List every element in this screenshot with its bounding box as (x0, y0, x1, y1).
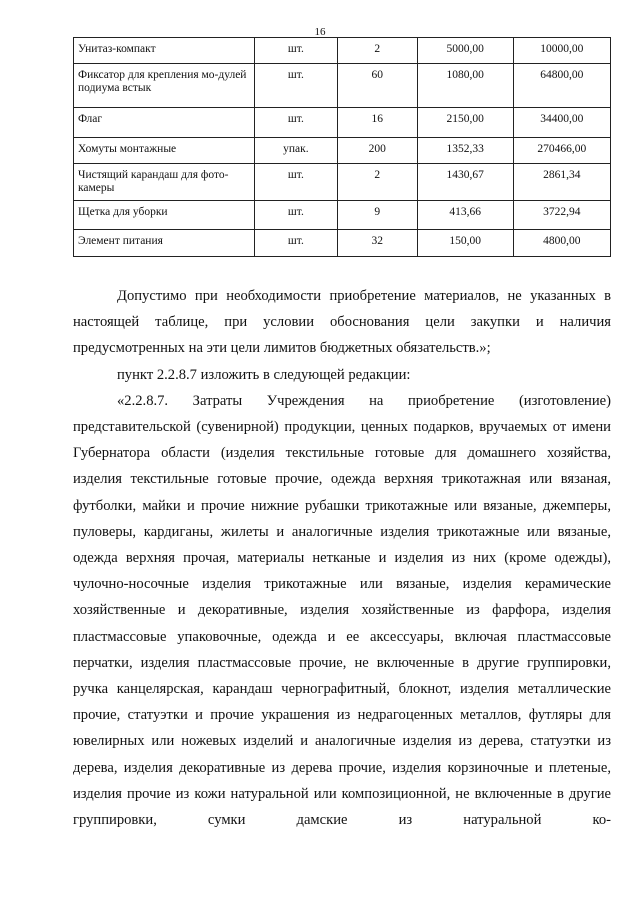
paragraph-2-2-8-7: «2.2.8.7. Затраты Учреждения на приобретение (изготовление) представительской (сувенирной) продукции, ценных подарков, вручаемых от имени Губернатора области (изделия текстильные готовые для домашнего хозяйства, изделия текстильные готовые прочие, одежда верхняя трикотажная или вязаная, футболки, майки и прочие нижние рубашки трикотажные или вязаные, джемперы, пуловеры, кардиганы, жилеты и аналогичные изделия трикотажные или вязаные, одежда верхняя прочая, материалы нетканые и изделия из них (кроме одежды), чулочно-носочные изделия трикотажные или вязаные, изделия керамические хозяйственные и декоративные, изделия хозяйственные из фарфора, изделия пластмассовые упаковочные, одежда и ее аксессуары, включая пластмассовые перчатки, изделия пластмассовые прочие, не включенные в другие группировки, ручка канцелярская, карандаш чернографитный, блокнот, изделия металлические прочие, статуэтки и прочие украшения из недрагоценных металлов, футляры для ювелирных или ножевых изделий и аналогичные изделия из дерева, статуэтки из дерева, изделия декоративные из дерева прочие, изделия корзиночные и плетеные, изделия прочие из кожи натуральной или композиционной, не включенные в другие группировки, сумки дамские из натуральной ко- (73, 392, 611, 829)
item-name-cell: Щетка для уборки (74, 201, 255, 230)
unit-cell: шт. (254, 164, 337, 201)
unit-cell: шт. (254, 38, 337, 64)
table-row (74, 138, 611, 164)
table-row (74, 164, 611, 201)
price-cell: 2150,00 (417, 108, 513, 138)
price-cell: 1080,00 (417, 64, 513, 108)
total-cell: 2861,34 (513, 164, 610, 201)
price-cell: 5000,00 (417, 38, 513, 64)
item-name-cell: Фиксатор для крепления мо-дулей подиума встык (74, 64, 255, 108)
item-name-cell: Унитаз-компакт (74, 38, 255, 64)
item-name-cell: Элемент питания (74, 230, 255, 257)
unit-cell: шт. (254, 108, 337, 138)
table-row (74, 201, 611, 230)
item-name-cell: Флаг (74, 108, 255, 138)
table-row (74, 64, 611, 108)
quantity-cell: 2 (337, 38, 417, 64)
total-cell: 3722,94 (513, 201, 610, 230)
item-name-cell: Чистящий карандаш для фото-камеры (74, 164, 255, 201)
page-number: 16 (314, 26, 326, 38)
table-row (74, 38, 611, 64)
price-cell: 1352,33 (417, 138, 513, 164)
total-cell: 270466,00 (513, 138, 610, 164)
total-cell: 10000,00 (513, 38, 610, 64)
paragraph-amendment-intro: пункт 2.2.8.7 изложить в следующей редакции: (117, 366, 411, 383)
items-table (73, 37, 611, 257)
quantity-cell: 9 (337, 201, 417, 230)
quantity-cell: 200 (337, 138, 417, 164)
price-cell: 1430,67 (417, 164, 513, 201)
unit-cell: шт. (254, 201, 337, 230)
total-cell: 4800,00 (513, 230, 610, 257)
table-row (74, 230, 611, 257)
quantity-cell: 60 (337, 64, 417, 108)
price-cell: 413,66 (417, 201, 513, 230)
unit-cell: шт. (254, 230, 337, 257)
quantity-cell: 16 (337, 108, 417, 138)
table-row (74, 108, 611, 138)
paragraph-materials-note: Допустимо при необходимости приобретение материалов, не указанных в настоящей таблице, при условии обоснования цели закупки и наличия предусмотренных на эти цели лимитов бюджетных обязательств.»; (73, 288, 611, 357)
unit-cell: упак. (254, 138, 337, 164)
quantity-cell: 32 (337, 230, 417, 257)
total-cell: 64800,00 (513, 64, 610, 108)
quantity-cell: 2 (337, 164, 417, 201)
total-cell: 34400,00 (513, 108, 610, 138)
item-name-cell: Хомуты монтажные (74, 138, 255, 164)
body-text (73, 283, 611, 833)
unit-cell: шт. (254, 64, 337, 108)
price-cell: 150,00 (417, 230, 513, 257)
